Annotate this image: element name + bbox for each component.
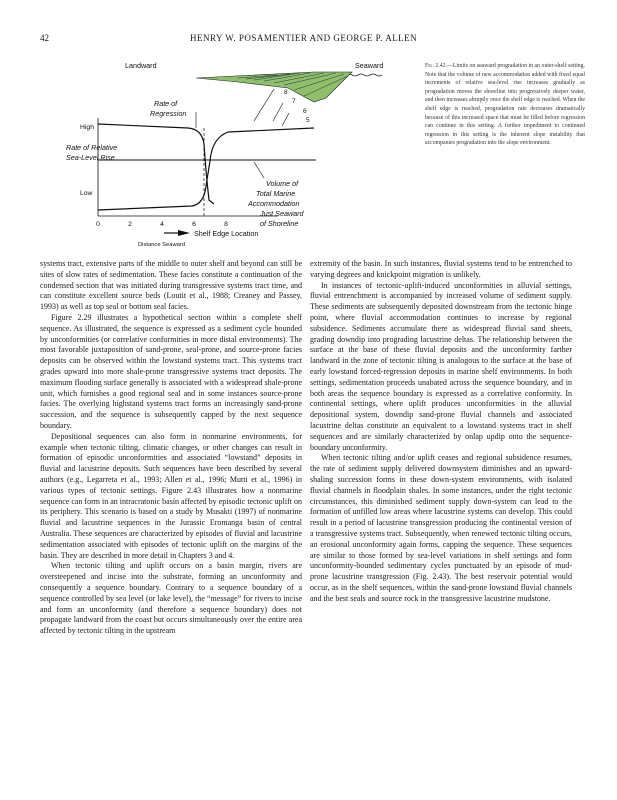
left-paragraph-2: Figure 2.29 illustrates a hypothetical section within a complete shelf sequence. As illustrated, the sequence is expressed as a sediment cycle bounded by unconformities (or correlative conformities in more distal environments). The most favorable juxtaposition of sand-prone, seal-prone, and source-prone facies deposits can be observed within the lowstand systems tract. This systems tract grades upward into more shale-prone transgressive systems tract deposits. The maximum flooding surface generally is associated with a widespread shale-prone unit, which furnishes a good regional seal and in some instances source-prone facies. The overlying highstand systems tract forms an increasingly sand-prone succession, and the sequence is subsequently capped by the next sequence boundary. bbox=[40, 312, 302, 430]
left-paragraph-4: When tectonic tilting and uplift occurs on a basin margin, rivers are oversteepened and incise into the substrate, forming an unconformity and consequently a sequence boundary. Contrary to a sequence boundary of a sequence controlled by sea level (or lake level), the “message” for rivers to incise and form an unconformity (and therefore a sequence boundary) does not propagate landward from the coast but occurs simultaneously over the entire area affected by tectonic tilting in the upstream bbox=[40, 561, 302, 636]
unit-7: 7 bbox=[292, 98, 296, 105]
accommodation-label-line4: Just Seaward bbox=[260, 209, 304, 218]
regression-label-line2: Regression bbox=[150, 109, 187, 118]
figure-caption bbox=[425, 62, 585, 148]
right-paragraph-3: When tectonic tilting and/or uplift ceases and regional subsidence resumes, the rate of sediment supply delivered downsystem diminishes and an upward-shaling succession forms in these down-system environments, with isolated fluvial channels in floodplain shales. In some instances, under the right tectonic circumstances, this diminished sediment supply down-system can lead to the formation of unfilled low areas where lacustrine systems can develop. This could result in a period of lacustrine transgression producing the continental version of a transgressive systems tract. Subsequently, when renewed tectonic tilting occurs, an erosional unconformity again forms, capping the sequence. These sequences are similar to those formed by sea-level variations in shelf settings and form unconformity-bounded sedimentary cycles punctuated by an episode of mud-prone lacustrine transgression (Fig. 2.43). The best reservoir potential would occur, as in the shelf sequences, within the sand-prone lowstand fluvial channels and the best seals and source rock in the transgressive lacustrine mudstone. bbox=[310, 453, 572, 603]
accommodation-label-line1: Volume of bbox=[266, 179, 299, 188]
unit-5: 5 bbox=[306, 117, 310, 124]
accommodation-label-line5: of Shoreline bbox=[260, 219, 299, 228]
low-label: Low bbox=[80, 190, 93, 197]
x-ticks bbox=[96, 221, 228, 228]
page-header bbox=[40, 33, 580, 47]
tick-6: 6 bbox=[192, 221, 196, 228]
tick-0: 0 bbox=[96, 221, 100, 228]
figure-2-42 bbox=[66, 58, 414, 248]
tick-8: 8 bbox=[224, 221, 228, 228]
regression-label-line1: Rate of bbox=[154, 99, 178, 108]
high-label: High bbox=[80, 124, 94, 131]
unit-8: 8 bbox=[284, 89, 288, 96]
regression-rate-curve bbox=[98, 124, 214, 204]
shelf-wedge bbox=[196, 72, 352, 102]
seaward-label: Seaward bbox=[355, 61, 384, 70]
left-column bbox=[40, 259, 302, 637]
tick-2: 2 bbox=[128, 221, 132, 228]
caption-text: —Limits on seaward progradation in an outer-shelf setting. Note that the volume of new accommodation added with fixed equal increments of relative sea-level rise increases gradually as progradation moves the shoreline into progressively deeper water, and then increases abruptly once the shelf edge is reached. When the shelf edge is reached, progradation rate decreases dramatically because of this increased space that must be filled before regression can continue in this setting. A further impediment to continued regression in this setting is the inherent slope instability that accompanies progradation into the slope environment. bbox=[425, 63, 585, 147]
left-paragraph-3: Depositional sequences can also form in nonmarine environments, for example when tectonic tilting, climatic changes, or other changes can result in formation of episodic unconformities and associated “lowstand” deposits in fluvial and lacustrine deposits. Such sequences have been described by several authors (e.g., Legarreta et al., 1993; Allen et al., 1996; Mutti et al., 1996) in various types of tectonic settings. Figure 2.43 illustrates how a nonmarine sequence can form in an intracratonic basin affected by episodic tectonic uplift on its periphery. This scenario is based on a study by Musakti (1997) of nonmarine fluvial and lacustrine sequences in the Jurassic Eromanga basin of central Australia. These sequences are characterized by episodes of fluvial and lacustrine sedimentation associated with episodes of tectonic uplift on the margins of the basin. They are described in more detail in Chapters 3 and 4. bbox=[40, 431, 302, 560]
accommodation-label-line2: Total Marine bbox=[256, 189, 296, 198]
left-paragraph-1: systems tract, extensive parts of the middle to outer shelf and beyond can still be sites of slow rates of sedimentation. These facies constitute a continuation of the condensed section that was initiated during transgressive systems tract time, and can constitute excellent source beds (Loutit et al., 1988; Creaney and Passey, 1993) as well as top seal or bottom seal facies. bbox=[40, 259, 302, 312]
landward-label: Landward bbox=[125, 61, 157, 70]
sea-level-rise-label-line1: Rate of Relative bbox=[66, 143, 118, 152]
accommodation-label-line3: Accommodation bbox=[248, 199, 300, 208]
right-column bbox=[310, 259, 572, 605]
page-number: 42 bbox=[40, 33, 49, 43]
caption-label: Fig. 2.42. bbox=[425, 63, 448, 69]
figure-diagram bbox=[66, 58, 414, 248]
shelf-edge-label: Shelf Edge Location bbox=[194, 229, 259, 238]
distance-seaward-label: Distance Seaward bbox=[138, 242, 186, 248]
unit-6: 6 bbox=[303, 108, 307, 115]
tick-4: 4 bbox=[160, 221, 164, 228]
sea-level-rise-label-line2: Sea-Level Rise bbox=[66, 153, 115, 162]
right-paragraph-2: In instances of tectonic-uplift-induced unconformities in alluvial settings, fluvial entrenchment is accompanied by increased volume of sediment supply. These sediments are subsequently deposited downstream from the tectonic hinge point, where fluvial accommodation continues to increase by regional subsidence. Sediments accumulate there as widespread fluvial sand sheets, grading downdip into prograding lacustrine deltas. The relationship between the surface at the base of these fluvial deposits and the unconformity farther landward in the zone of tectonic tilting is analogous to the surface at the base of early lowstand forced-regression deposits in marine shelf environments. In both settings, sedimentation proceeds unabated across the sequence boundary, and in both areas the sequence boundary is expressed as a correlative conformity. In continental settings, where uplift produces unconformities in the alluvial depositional system, downdip sand-prone fluvial channels and associated lacustrine deltas constitute an equivalent to a lowstand systems tract in shelf sequences and are similarly characterized by onlap updip onto the sequence-boundary unconformity. bbox=[310, 280, 572, 452]
right-paragraph-1: extremity of the basin. In such instances, fluvial systems tend to be entrenched to varying degrees and knickpoint migration is unlikely. bbox=[310, 259, 572, 279]
running-head: HENRY W. POSAMENTIER AND GEORGE P. ALLEN bbox=[190, 33, 418, 43]
